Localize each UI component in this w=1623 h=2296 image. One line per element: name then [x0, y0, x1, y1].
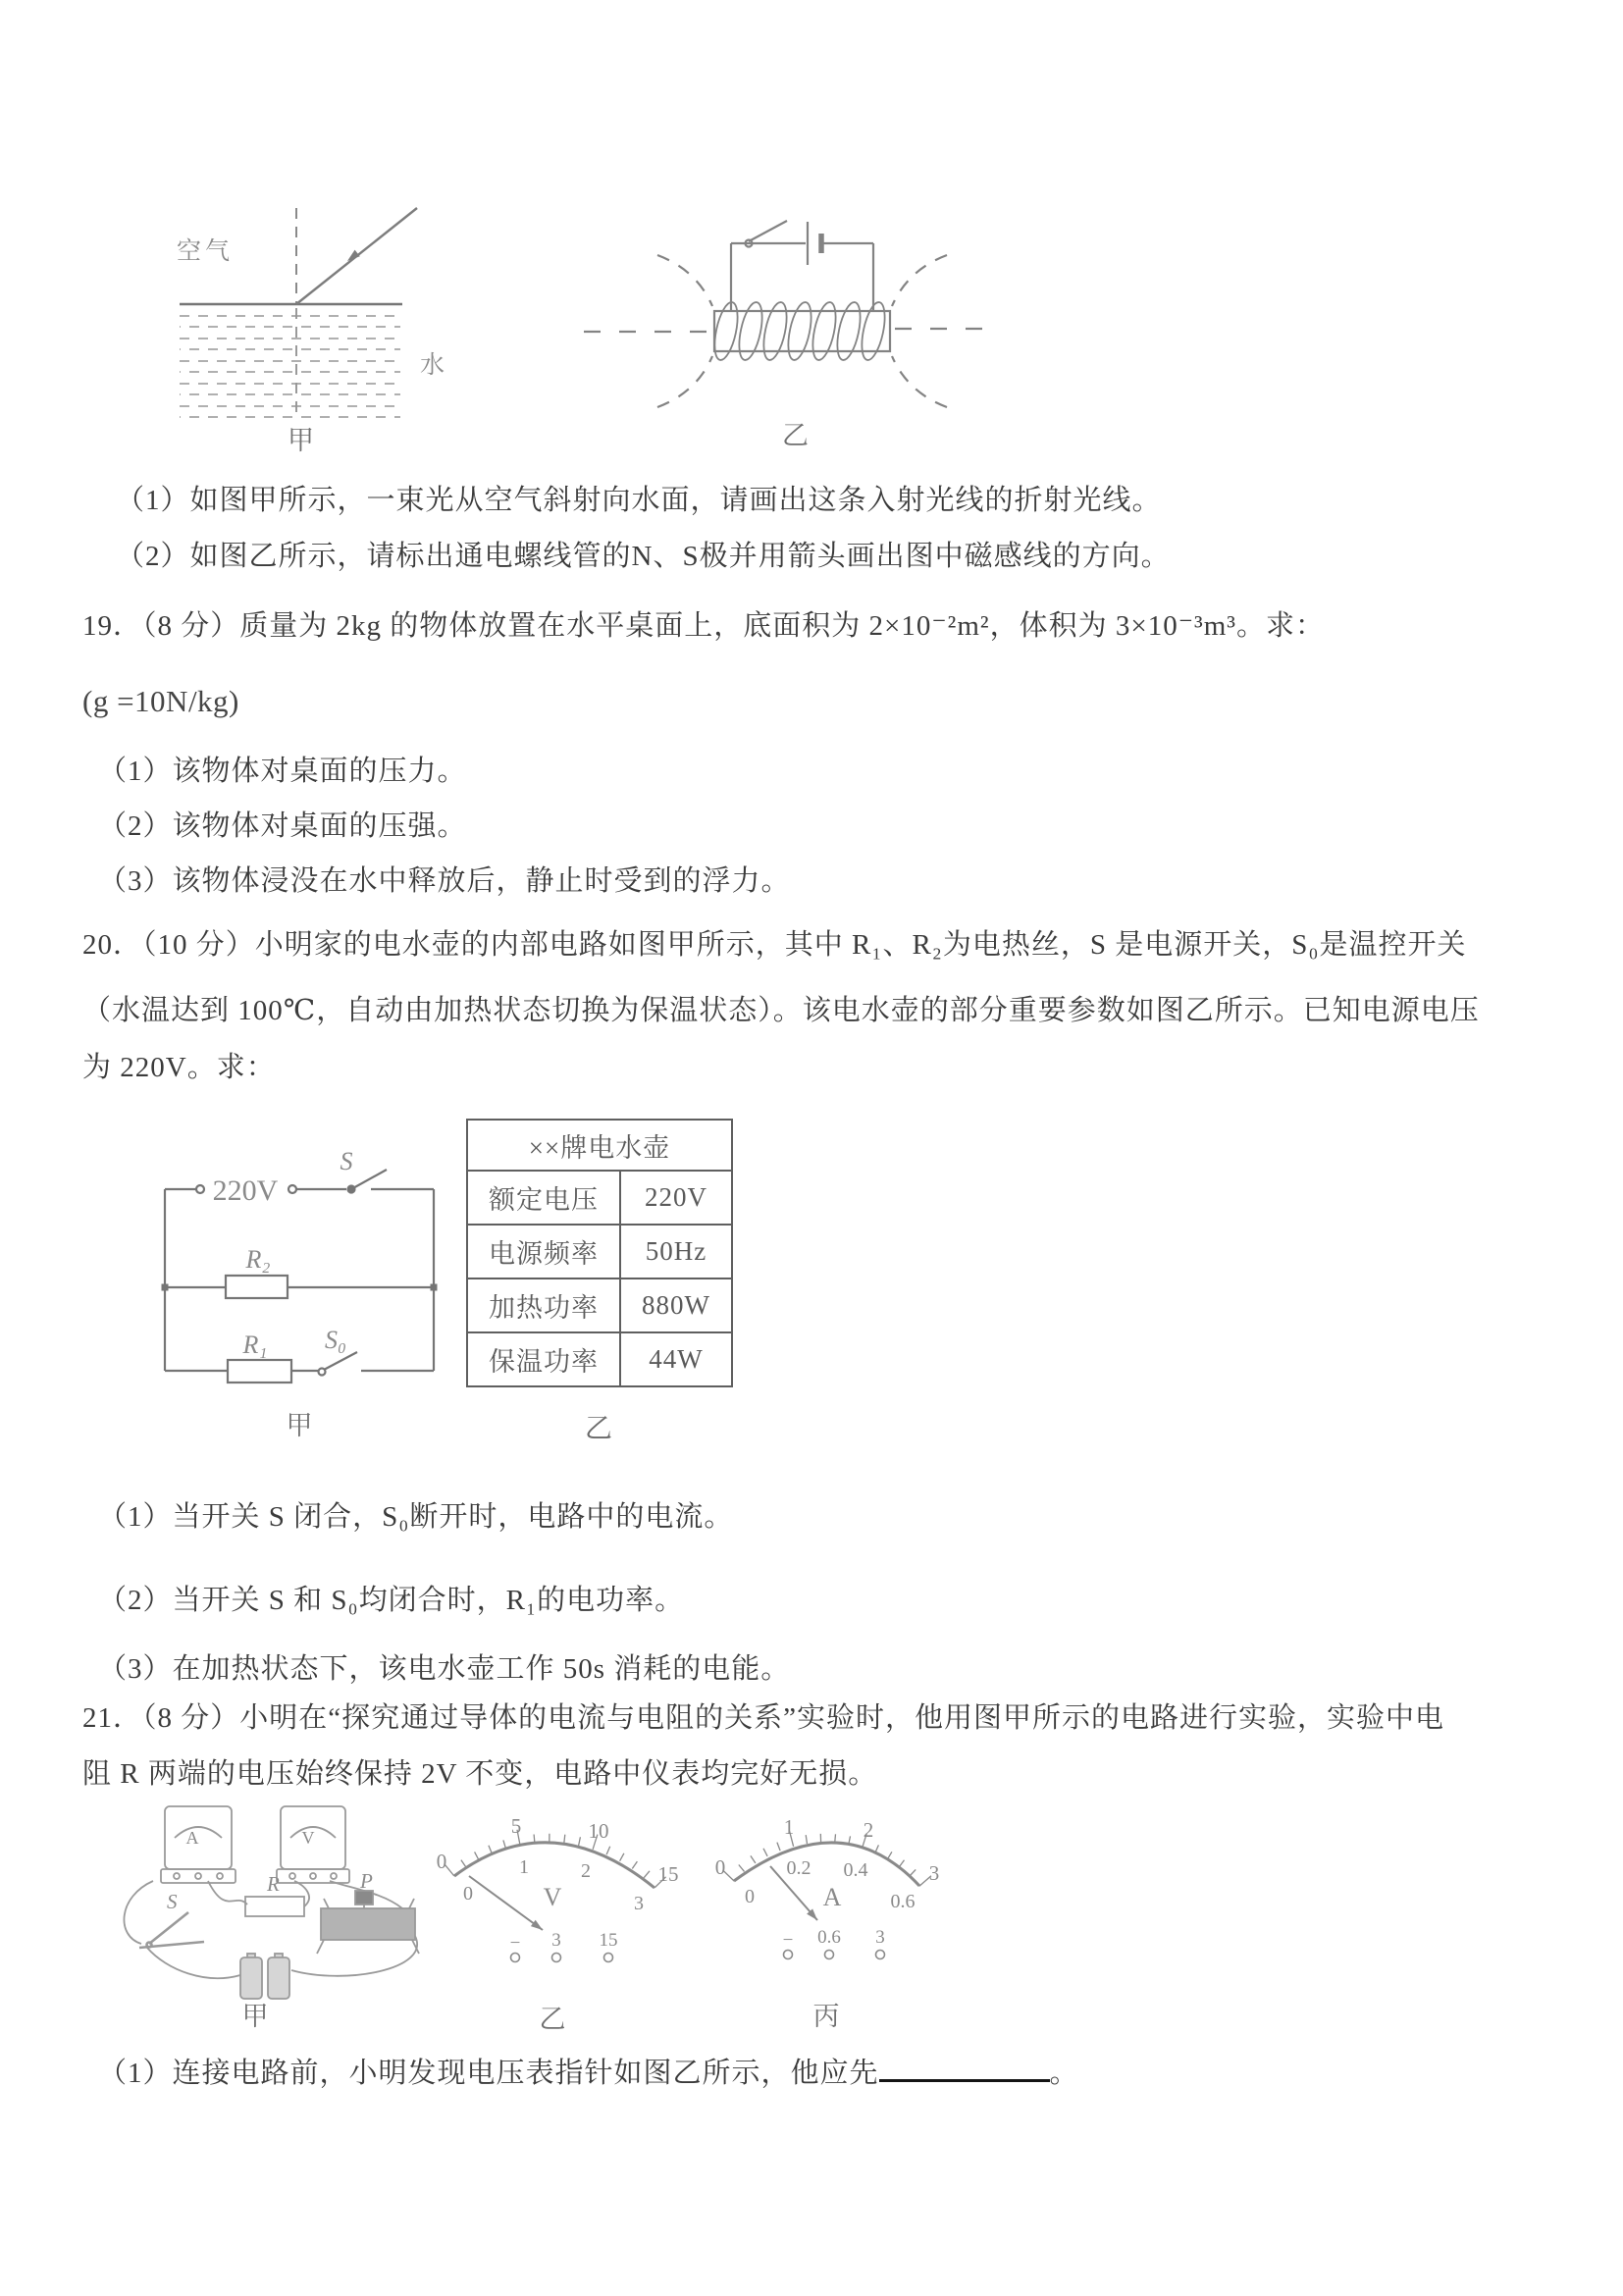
- resistor-R1: [228, 1360, 291, 1383]
- voltmeter-ticks: [445, 1830, 666, 1888]
- row-value: 50Hz: [620, 1225, 732, 1278]
- figure-experiment-setup-jia: [88, 1799, 427, 2034]
- battery-cells: [240, 1954, 289, 1999]
- kettle-spec-block: [466, 1119, 733, 1446]
- switch-S-lever: [351, 1170, 387, 1189]
- table-row: [467, 1171, 732, 1225]
- unit-letter: A: [822, 1883, 842, 1911]
- terminal-label: 15: [599, 1930, 618, 1951]
- figure-caption-yi: 乙: [539, 2005, 566, 2034]
- air-label: 空气: [177, 238, 235, 265]
- water-shading: [180, 316, 400, 417]
- terminal-label: 0.6: [817, 1927, 841, 1948]
- q21-stem-line2: 阻 R 两端的电压始终保持 2V 不变，电路中仪表均完好无损。: [82, 1758, 878, 1790]
- scale-label: 2: [863, 1818, 874, 1842]
- solenoid-turns: [710, 300, 889, 362]
- figure-caption-jia: 甲: [288, 426, 314, 455]
- scale-label: 1: [519, 1856, 529, 1878]
- scale-label: 10: [588, 1819, 609, 1843]
- q21-item-1-period: 。: [1049, 2058, 1079, 2089]
- figure-caption-yi: 乙: [584, 1414, 614, 1444]
- table-row: [467, 1332, 732, 1386]
- q19-item-3: （3）该物体浸没在水中释放后，静止时受到的浮力。: [98, 865, 791, 897]
- scale-label: 0: [463, 1883, 473, 1905]
- dial-arc: [454, 1843, 654, 1888]
- terminal-label: 3: [551, 1930, 561, 1951]
- kettle-spec-table: [466, 1119, 733, 1387]
- junction-right: [431, 1284, 438, 1291]
- q19-g-note: (g =10N/kg): [82, 684, 239, 718]
- q19-item-2: （2）该物体对桌面的压强。: [98, 810, 467, 842]
- terminal-label: −: [782, 1930, 794, 1951]
- q20-item-2: （2）当开关 S 和 S₀均闭合时，R₁的电功率。: [98, 1585, 685, 1616]
- q20-item-3: （3）在加热状态下，该电水壶工作 50s 消耗的电能。: [98, 1653, 791, 1685]
- figure-voltmeter-dial-yi: [422, 1805, 726, 2041]
- scale-label: 3: [928, 1861, 940, 1885]
- q21-item-1-text: （1）连接电路前，小明发现电压表指针如图乙所示，他应先: [98, 2058, 879, 2089]
- q20-item-1: （1）当开关 S 闭合，S₀断开时，电路中的电流。: [98, 1501, 734, 1533]
- switch: [139, 1912, 204, 1948]
- source-terminal-right: [288, 1185, 296, 1193]
- dial-arc: [734, 1843, 919, 1886]
- rheostat: [317, 1891, 419, 1954]
- switch-S-label: S: [340, 1147, 353, 1175]
- row-label: 加热功率: [467, 1278, 620, 1332]
- scale-label: 2: [581, 1860, 591, 1882]
- resistor: [245, 1897, 304, 1916]
- q20-stem-line2: （水温达到 100℃，自动由加热状态切换为保温状态）。该电水壶的部分重要参数如图乙所示。已知电源电压: [82, 995, 1480, 1026]
- scale-label: 0.6: [890, 1891, 916, 1912]
- scale-label: 15: [657, 1862, 679, 1886]
- water-label: 水: [420, 352, 445, 379]
- unit-letter: V: [543, 1883, 562, 1911]
- q18-item-2: （2）如图乙所示，请标出通电螺线管的N、S极并用箭头画出图中磁感线的方向。: [116, 541, 1171, 572]
- scale-label: 5: [510, 1814, 522, 1838]
- figure-ammeter-dial-bing: [707, 1805, 1030, 2041]
- resistor-label: R: [267, 1872, 280, 1896]
- source-terminal-left: [196, 1185, 204, 1193]
- q20-stem-line1: 20．（10 分）小明家的电水壶的内部电路如图甲所示，其中 R₁、R₂为电热丝，S 是电源开关，S₀是温控开关: [82, 929, 1467, 961]
- voltmeter-letter: V: [301, 1828, 315, 1848]
- figure-caption-jia: 甲: [241, 2002, 269, 2031]
- row-label: 额定电压: [467, 1171, 620, 1225]
- table-row: [467, 1278, 732, 1332]
- q20-stem-line3: 为 220V。求：: [82, 1052, 276, 1083]
- terminals: [784, 1951, 885, 1959]
- row-value: 220V: [620, 1171, 732, 1225]
- q21-stem-line1: 21．（8 分）小明在“探究通过导体的电流与电阻的关系”实验时，他用图甲所示的电路进行实验，实验中电: [82, 1702, 1444, 1734]
- row-label: 电源频率: [467, 1225, 620, 1278]
- q19-item-1: （1）该物体对桌面的压力。: [98, 756, 467, 787]
- terminal-label: −: [509, 1933, 521, 1954]
- scale-label: 1: [783, 1815, 795, 1839]
- figure-kettle-circuit-jia: [108, 1128, 481, 1452]
- rheostat-label: P: [360, 1869, 373, 1893]
- scale-label: 3: [634, 1893, 644, 1914]
- junction-left: [162, 1284, 169, 1291]
- source-voltage-label: 220V: [212, 1174, 279, 1207]
- figure-solenoid-yi: [417, 152, 996, 466]
- answer-blank[interactable]: [879, 2077, 1050, 2082]
- ammeter-ticks: [723, 1831, 931, 1886]
- resistor-R1-label: R₁: [242, 1331, 268, 1359]
- q18-item-1: （1）如图甲所示，一束光从空气斜射向水面，请画出这条入射光线的折射光线。: [116, 485, 1162, 516]
- table-title: ××牌电水壶: [467, 1120, 732, 1171]
- scale-label: 0: [714, 1855, 726, 1879]
- figure-caption-yi: 乙: [782, 421, 809, 450]
- scale-label: 0.2: [786, 1857, 812, 1879]
- figure-caption-jia: 甲: [286, 1411, 313, 1440]
- needle: [469, 1876, 543, 1930]
- row-value: 880W: [620, 1278, 732, 1332]
- resistor-R2-label: R₂: [245, 1245, 271, 1274]
- q21-item-1: [98, 2056, 1079, 2091]
- terminals: [511, 1954, 613, 1962]
- terminal-label: 3: [875, 1927, 885, 1948]
- scale-label: 0: [745, 1886, 755, 1907]
- resistor-R2: [226, 1276, 288, 1298]
- switch-lever: [749, 221, 787, 241]
- scale-label: 0.4: [843, 1859, 868, 1881]
- row-value: 44W: [620, 1332, 732, 1386]
- q19-stem: 19．（8 分）质量为 2kg 的物体放置在水平桌面上，底面积为 2×10⁻²m²，体积为 3×10⁻³m³。求：: [82, 610, 1325, 642]
- switch-S0-label: S₀: [324, 1326, 347, 1354]
- switch-S0-lever: [324, 1352, 357, 1370]
- figure-refraction-jia: [106, 126, 464, 464]
- row-label: 保温功率: [467, 1332, 620, 1386]
- scale-label: 0: [436, 1850, 447, 1873]
- switch-label: S: [167, 1890, 178, 1913]
- figure-caption-bing: 丙: [812, 2002, 840, 2031]
- ammeter-letter: A: [185, 1828, 199, 1848]
- table-row: [467, 1225, 732, 1278]
